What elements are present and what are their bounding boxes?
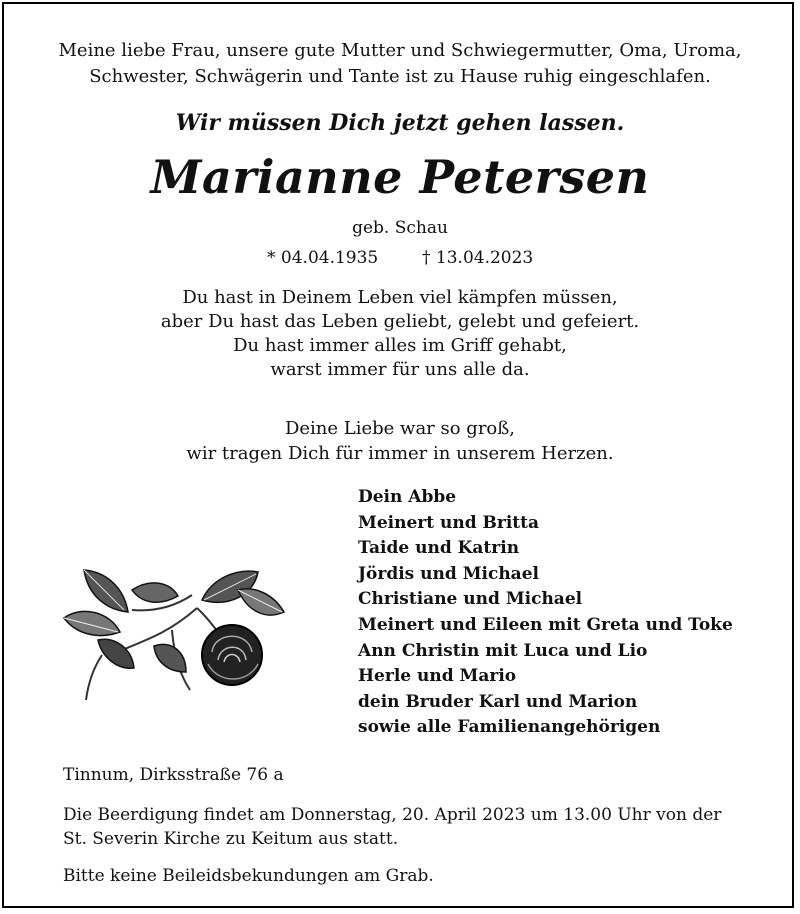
deceased-name: Marianne Petersen (150, 150, 650, 204)
poem-line: Du hast in Deinem Leben viel kämpfen müssen, (182, 287, 618, 308)
poem-line: Du hast immer alles im Griff gehabt, (233, 335, 567, 356)
mourner-line: Meinert und Britta (358, 512, 540, 533)
mourner-line: Dein Abbe (358, 487, 457, 507)
motto: Wir müssen Dich jetzt gehen lassen. (175, 110, 625, 136)
birth-date: * 04.04.1935 (267, 248, 379, 268)
poem-line: aber Du hast das Leben geliebt, gelebt und gefeiert. (160, 311, 640, 332)
poem-stanza-1 (0, 286, 800, 382)
poem-line: wir tragen Dich für immer in unserem Herzen. (186, 443, 614, 464)
mourner-line: Jördis und Michael (358, 563, 539, 584)
poem-line: Deine Liebe war so groß, (284, 418, 516, 439)
mourner-line: Christiane und Michael (358, 589, 583, 610)
maiden-name: geb. Schau (352, 218, 448, 238)
intro-line: Meine liebe Frau, unsere gute Mutter und Schwiegermutter, Oma, Uroma, (58, 40, 742, 61)
poem-stanza-2 (0, 416, 800, 466)
mourner-line: Herle und Mario (358, 666, 517, 687)
intro-line: Schwester, Schwägerin und Tante ist zu Hause ruhig eingeschlafen. (89, 66, 711, 87)
mourner-line: Meinert und Eileen mit Greta und Toke (358, 614, 733, 635)
poem-line: warst immer für uns alle da. (270, 359, 530, 380)
funeral-info (63, 803, 721, 851)
mourners-list (358, 485, 733, 741)
funeral-line: St. Severin Kirche zu Keitum aus statt. (63, 829, 399, 849)
mourner-line: sowie alle Familienangehörigen (358, 717, 661, 738)
condolence-note: Bitte keine Beileidsbekundungen am Grab. (63, 866, 434, 886)
rose-with-leaves-icon (62, 560, 288, 708)
funeral-line: Die Beerdigung findet am Donnerstag, 20. April 2023 um 13.00 Uhr von der (63, 805, 722, 825)
mourner-line: Taide und Katrin (358, 538, 520, 559)
address: Tinnum, Dirksstraße 76 a (63, 765, 284, 785)
mourner-line: Ann Christin mit Luca und Lio (358, 640, 648, 661)
death-date: † 13.04.2023 (422, 248, 534, 268)
mourner-line: dein Bruder Karl und Marion (358, 691, 638, 712)
intro-text (0, 38, 800, 90)
